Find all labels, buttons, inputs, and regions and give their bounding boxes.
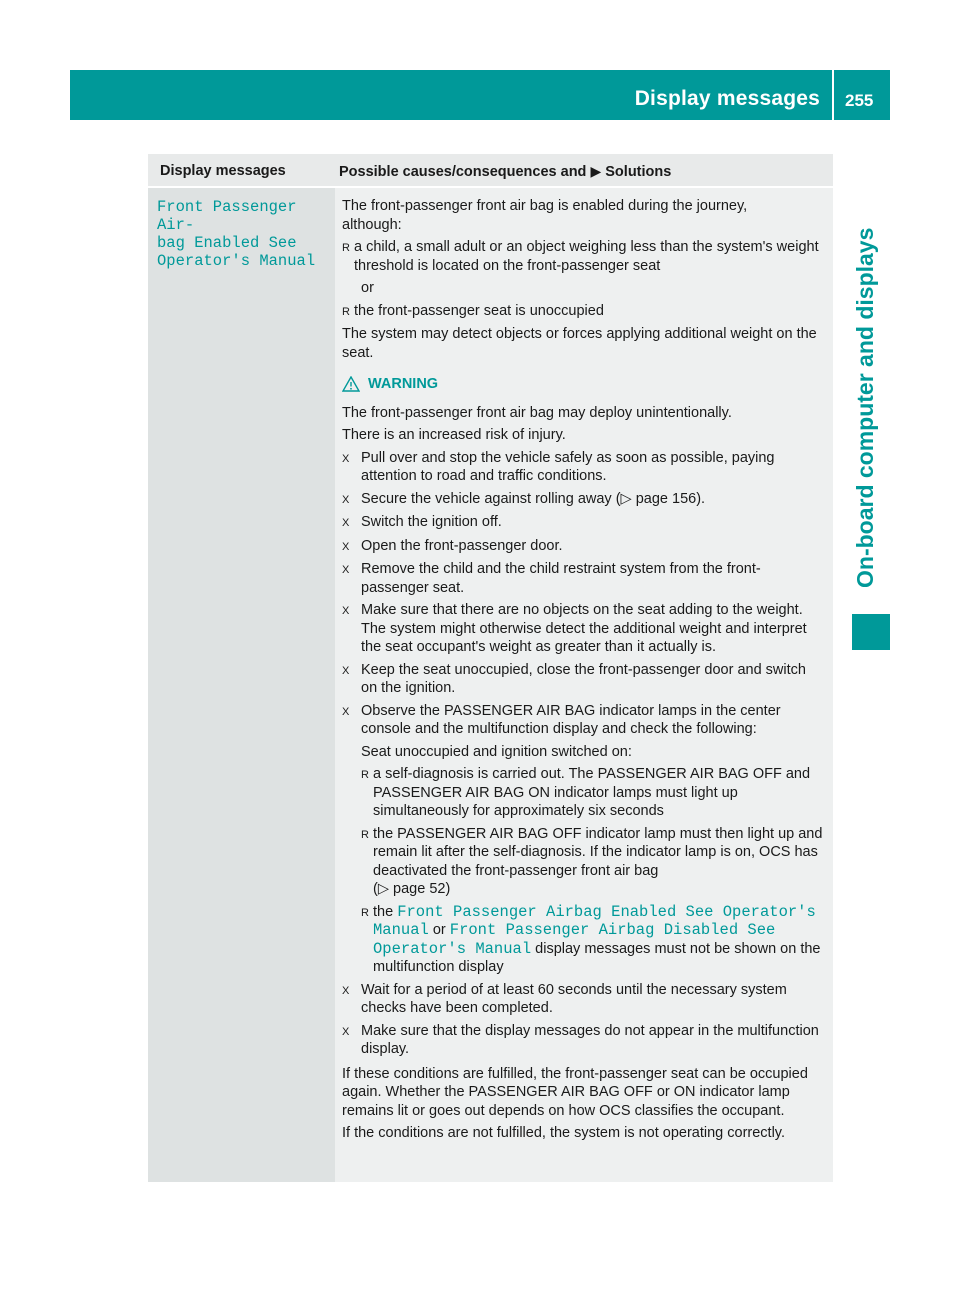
system-detect-text: The system may detect objects or forces applying additional weight on the seat. [342, 326, 817, 361]
step-icon: X [342, 540, 350, 553]
step-item: X Make sure that the display messages do not appear in the multifunction display. [342, 1022, 819, 1057]
header-solutions-text: Solutions [605, 164, 672, 180]
step-item: X Wait for a period of at least 60 seconds until the necessary system checks have been completed. [342, 981, 787, 1016]
column-header-messages: Display messages [160, 163, 286, 179]
warning-text: There is an increased risk of injury. [342, 427, 566, 443]
step-icon: X [342, 984, 350, 997]
bullet-icon: R [361, 906, 369, 919]
or-text: or [361, 280, 374, 296]
step-item: X Secure the vehicle against rolling away (▷ page 156). [342, 490, 826, 510]
not-fulfilled-text: If the conditions are not fulfilled, the system is not operating correctly. [342, 1125, 786, 1141]
warning-text: The front-passenger front air bag may deploy unintentionally. [342, 404, 732, 421]
step-icon: X [342, 517, 350, 529]
header-title: Display messages [634, 87, 820, 110]
table-row [148, 188, 833, 1182]
list-item: R the Front Passenger Airbag Enabled See Operator's Manual or Front Passenger Airbag Disabled See Operator's Manual display messages must not be shown on the multifunction display [361, 902, 821, 975]
side-tab-label: On-board computer and displays [852, 227, 878, 588]
message-line: Front Passenger Air‐ [157, 198, 297, 234]
side-tab-block [852, 614, 890, 650]
list-item: R a child, a small adult or an object weighing less than the system's weight threshold is located on the front-passenger seat [342, 239, 819, 274]
step-item: X Open the front-passenger door. [342, 537, 826, 557]
display-message-reference: Front Passenger Airbag Enabled See Operator's Manual [373, 902, 816, 939]
step-icon: X [342, 705, 350, 718]
step-item: X Keep the seat unoccupied, close the front-passenger door and switch on the ignition. [342, 661, 806, 696]
step-icon: X [342, 664, 350, 677]
bullet-icon: R [361, 828, 369, 841]
bullet-icon: R [361, 769, 369, 781]
list-item: R a self-diagnosis is carried out. The PASSENGER AIR BAG OFF and PASSENGER AIR BAG ON indicator lamps must light up simultaneously for approximately six seconds [361, 766, 811, 819]
page-header [70, 70, 890, 120]
page-ref-icon: ▷ [620, 490, 632, 507]
list-item: R the PASSENGER AIR BAG OFF indicator lamp must then light up and remain lit after the self-diagnosis. If the indicator lamp is on, OCS has deactivated the front-passenger front air bag (▷ page 52) [361, 825, 823, 897]
bullet-icon: R [342, 305, 350, 318]
solutions-cell [335, 188, 833, 1182]
step-icon: X [342, 452, 350, 465]
intro-text: The front-passenger front air bag is enabled during the journey, although: [342, 198, 748, 233]
arrow-icon: ▶ [590, 163, 602, 179]
header-separator [832, 70, 834, 120]
step-item: X Remove the child and the child restraint system from the front-passenger seat. [342, 561, 761, 596]
warning-heading [342, 375, 826, 394]
message-line: Operator's Manual [157, 252, 316, 270]
seat-unoccupied-text: Seat unoccupied and ignition switched on: [361, 743, 632, 760]
step-icon: X [342, 564, 350, 576]
column-header-solutions [328, 154, 833, 186]
display-messages-table [148, 154, 833, 1182]
page-reference-link[interactable]: page 52) [393, 881, 451, 897]
step-item: X Switch the ignition off. [342, 513, 826, 533]
message-cell [148, 188, 335, 1182]
fulfilled-text: If these conditions are fulfilled, the front-passenger seat can be occupied again. Whether the PASSENGER AIR BAG OFF or ON indicator lamp remains lit or goes out depends on how OCS classifies the occupant. [342, 1065, 808, 1119]
list-item: R the front-passenger seat is unoccupied [342, 302, 826, 322]
page-reference-link[interactable]: page 156). [635, 490, 706, 507]
display-message-reference: Front Passenger Airbag Disabled See Operator's Manual [373, 921, 776, 958]
step-icon: X [342, 1025, 350, 1038]
step-icon: X [342, 493, 350, 506]
bullet-icon: R [342, 242, 350, 254]
header-causes-text: Possible causes/consequences and [339, 164, 587, 180]
step-item: X Observe the PASSENGER AIR BAG indicator lamps in the center console and the multifunction display and check the following: [342, 702, 781, 737]
step-item: X Make sure that there are no objects on the seat adding to the weight. The system might otherwise detect the additional weight and interpret the seat occupant's weight as greater than it actually is. [342, 602, 807, 655]
step-item: X Pull over and stop the vehicle safely as soon as possible, paying attention to road and traffic conditions. [342, 449, 775, 484]
page-ref-icon: ▷ [377, 881, 389, 897]
message-line: bag Enabled See [157, 234, 297, 252]
warning-triangle-icon [342, 376, 360, 392]
page-number: 255 [845, 91, 874, 110]
warning-label: WARNING [368, 376, 439, 392]
step-icon: X [342, 605, 350, 617]
table-header [148, 154, 833, 186]
